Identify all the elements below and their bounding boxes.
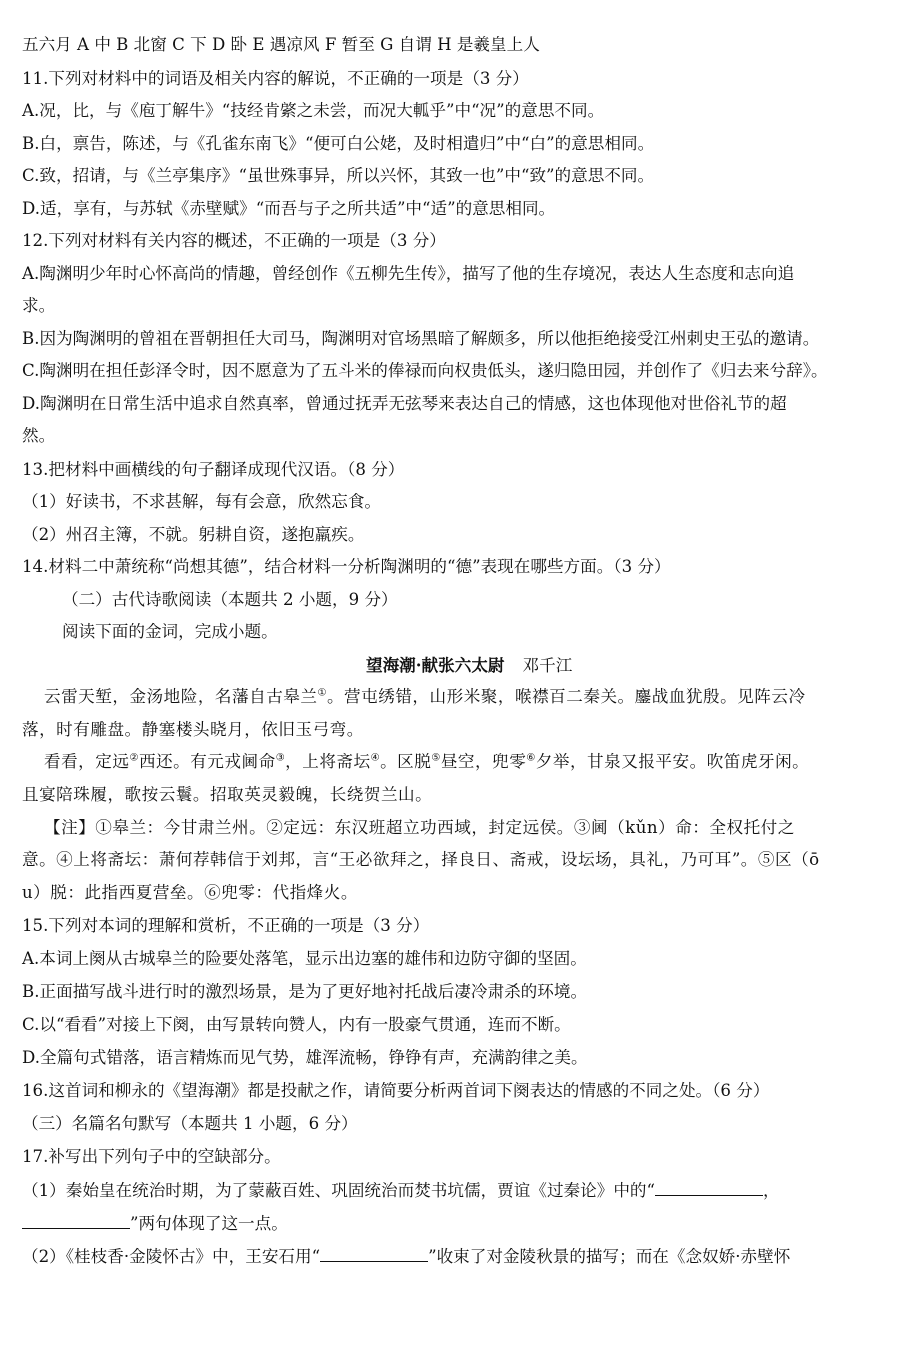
option-12b: B.因为陶渊明的曾祖在晋朝担任大司马，陶渊明对官场黑暗了解颇多，所以他拒绝接受江州刺史王弘的邀请。 [22,329,820,348]
question-12: 12.下列对材料有关内容的概述，不正确的一项是（3 分） [22,231,446,250]
question-13-1: （1）好读书，不求甚解，每有会意，欣然忘食。 [22,492,382,511]
question-17: 17.补写出下列句子中的空缺部分。 [22,1147,281,1166]
footnote-marker: ② [129,752,139,764]
poem-author: 邓千江 [522,656,573,675]
option-15a: A.本词上阕从古城皋兰的险要处落笔，显示出边塞的雄伟和边防守御的坚固。 [22,949,587,968]
poem-note-line-2: 意。④上将斋坛：萧何荐韩信于刘邦，言“王必欲拜之，择良日、斋戒，设坛场，具礼，乃可耳”。⑤区（ō [22,850,820,869]
option-11b: B.白，禀告，陈述，与《孔雀东南飞》“便可白公姥，及时相遣归”中“白”的意思相同。 [22,134,655,153]
section-2-heading: （二）古代诗歌阅读（本题共 2 小题，9 分） [62,590,398,609]
poem-note-line-1: 【注】①皋兰：今甘肃兰州。②定远：东汉班超立功西域，封定远侯。③阃（kǔn）命：全权托付之 [44,818,795,837]
option-12d-cont: 然。 [22,426,56,445]
question-17-1-cont: ”两句体现了这一点。 [22,1213,288,1235]
section-2-intro: 阅读下面的金词，完成小题。 [62,622,278,641]
option-15b: B.正面描写战斗进行时的激烈场景，是为了更好地衬托战后凄冷肃杀的环境。 [22,982,588,1001]
question-11: 11.下列对材料中的词语及相关内容的解说，不正确的一项是（3 分） [22,69,529,88]
question-15: 15.下列对本词的理解和赏析，不正确的一项是（3 分） [22,916,430,935]
question-17-1: （1）秦始皇在统治时期，为了蒙蔽百姓、巩固统治而焚书坑儒，贾谊《过秦论》中的“ ， [22,1181,780,1200]
option-15c: C.以“看看”对接上下阕，由写景转向赞人，内有一股豪气贯通，连而不断。 [22,1015,571,1034]
poem-stanza-1-line-2: 落，时有雕盘。静塞楼头晓月，依旧玉弓弯。 [22,720,364,739]
option-11c: C.致，招请，与《兰亭集序》“虽世殊事异，所以兴怀，其致一也”中“致”的意思不同。 [22,166,655,185]
poem-stanza-2-line-1: 看看，定远②西还。有元戎阃命③，上将斋坛④。区脱⑤昼空，兜零⑥夕举，甘泉又报平安。吹笛虎牙闲。 [44,752,810,771]
footnote-marker: ① [317,687,327,699]
option-11a: A.况，比，与《庖丁解牛》“技经肯綮之未尝，而况大軱乎”中“况”的意思不同。 [22,101,605,120]
text-line: 五六月 A 中 B 北窗 C 下 D 卧 E 遇凉风 F 暂至 G 自谓 H 是羲皇上人 [22,35,540,54]
footnote-marker: ③ [275,752,286,764]
answer-blank[interactable] [22,1214,130,1229]
poem-heading [366,654,572,677]
question-17-2: （2）《桂枝香·金陵怀古》中，王安石用“ ”收束了对金陵秋景的描写；而在《念奴娇·赤壁怀 [22,1247,791,1266]
poem-note-line-3: u）脱：此指西夏营垒。⑥兜零：代指烽火。 [22,883,358,902]
question-14: 14.材料二中萧统称“尚想其德”，结合材料一分析陶渊明的“德”表现在哪些方面。（3 分） [22,557,671,576]
footnote-marker: ⑥ [526,752,536,764]
answer-blank[interactable] [655,1181,763,1196]
answer-blank[interactable] [320,1247,428,1262]
section-3-heading: （三）名篇名句默写（本题共 1 小题，6 分） [22,1114,358,1133]
option-15d: D.全篇句式错落，语言精炼而见气势，雄浑流畅，铮铮有声，充满韵律之美。 [22,1048,588,1067]
question-16: 16.这首词和柳永的《望海潮》都是投献之作，请简要分析两首词下阕表达的情感的不同之处。（6 分） [22,1081,770,1100]
question-13: 13.把材料中画横线的句子翻译成现代汉语。（8 分） [22,460,405,479]
question-13-2: （2）州召主簿，不就。躬耕自资，遂抱羸疾。 [22,525,365,544]
option-11d: D.适，享有，与苏轼《赤壁赋》“而吾与子之所共适”中“适”的意思相同。 [22,199,556,218]
option-12a: A.陶渊明少年时心怀高尚的情趣，曾经创作《五柳先生传》，描写了他的生存境况，表达人生态度和志向追 [22,264,795,283]
poem-title: 望海潮·献张六太尉 [366,655,505,675]
poem-stanza-1-line-1: 云雷天堑，金汤地险，名藩自古皋兰①。营屯绣错，山形米聚，喉襟百二秦关。鏖战血犹殷。见阵云冷 [44,687,806,706]
footnote-marker: ④ [370,752,381,764]
option-12c: C.陶渊明在担任彭泽令时，因不愿意为了五斗米的俸禄而向权贵低头，遂归隐田园，并创作了《归去来兮辞》。 [22,361,828,380]
option-12a-cont: 求。 [22,296,56,315]
footnote-marker: ⑤ [431,752,441,764]
poem-stanza-2-line-2: 且宴陪珠履，歌按云鬟。招取英灵毅魄，长绕贺兰山。 [22,785,433,804]
option-12d: D.陶渊明在日常生活中追求自然真率，曾通过抚弄无弦琴来表达自己的情感，这也体现他对世俗礼节的超 [22,394,787,413]
